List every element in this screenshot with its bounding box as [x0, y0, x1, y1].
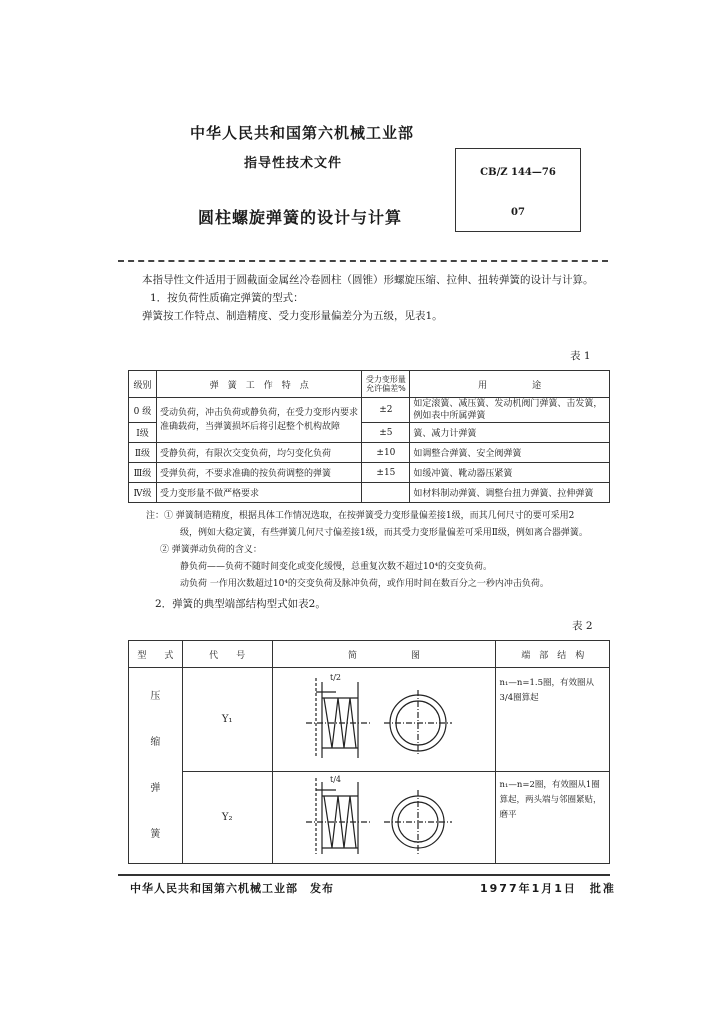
note-1b: 级，例如大稳定簧，有些弹簧几何尺寸偏差接1级，而其受力变形量偏差可采用Ⅱ级，例如离合器弹簧。 [180, 528, 588, 538]
feature-cell: 受动负荷，冲击负荷或静负荷，在受力变形内要求准确载荷，当弹簧损坏后将引起整个机构故障 [156, 398, 361, 443]
standard-code-box [455, 148, 581, 232]
type-cell [129, 668, 183, 864]
end-structure-cell: n₁—n=1.5圈，有效圈从3/4圈算起 [496, 668, 610, 772]
deviation-cell: ±15 [362, 463, 410, 483]
spring-diagram-y1 [276, 668, 492, 768]
col-header: 端 部 结 构 [496, 641, 610, 668]
footer-rule [118, 874, 610, 876]
type-char: 弹 [150, 782, 161, 794]
col-header: 弹 簧 工 作 特 点 [156, 371, 361, 398]
table-row [129, 772, 610, 864]
type-char: 簧 [150, 828, 161, 840]
note-4: 动负荷 一作用次数超过10⁴的交变负荷及脉冲负荷，或作用时间在数百分之一秒内冲击负荷。 [180, 579, 549, 589]
use-cell: 如材料制动弹簧、调整台扭力弹簧、拉伸弹簧 [410, 483, 610, 503]
deviation-cell: ±5 [362, 423, 410, 443]
table-row [129, 463, 610, 483]
end-structure-table [128, 640, 610, 864]
deviation-cell [362, 483, 410, 503]
use-cell: 如调整合弹簧、安全阀弹簧 [410, 443, 610, 463]
feature-cell: 受弹负荷，不要求准确的按负荷调整的弹簧 [156, 463, 361, 483]
document-type: 指导性技术文件 [244, 156, 343, 171]
col-header: 简 图 [272, 641, 496, 668]
note-2: ② 弹簧弹动负荷的含义： [160, 545, 262, 555]
grade-cell: Ⅲ级 [129, 463, 157, 483]
type-char: 缩 [150, 736, 161, 748]
diagram-cell [272, 772, 496, 864]
grade-cell: 0 级 [129, 398, 157, 423]
document-title: 圆柱螺旋弹簧的设计与计算 [198, 208, 403, 227]
grade-cell: Ⅰ级 [129, 423, 157, 443]
code-cell: Y₁ [182, 668, 272, 772]
table-row [129, 668, 610, 772]
note-3: 静负荷——负荷不随时间变化或变化缓慢，总重复次数不超过10⁴的交变负荷。 [180, 562, 493, 572]
type-char: 压 [150, 690, 161, 702]
use-cell: 如定滚簧、减压簧、发动机阀门弹簧、击发簧，例如表中所属弹簧 [410, 398, 610, 423]
grade-cell: Ⅱ级 [129, 443, 157, 463]
header-separator [118, 260, 608, 262]
footer-approval-date: 1977年1月1日 批准 [480, 882, 616, 895]
table-header-row [129, 641, 610, 668]
use-cell: 如缓冲簧、靴动器压紧簧 [410, 463, 610, 483]
standard-code-sub: 07 [511, 207, 525, 218]
table-header-row [129, 371, 610, 398]
note-1a: 注：① 弹簧制造精度，根据具体工作情况选取，在按弹簧受力变形量偏差接1级，而其几何尺寸的要可采用2 [146, 511, 575, 521]
table-row [129, 483, 610, 503]
code-cell: Y₂ [182, 772, 272, 864]
end-structure-cell: n₁—n=2圈，有效圈从1圈算起，两头端与邻圈紧贴，磨平 [496, 772, 610, 864]
deviation-cell: ±2 [362, 398, 410, 423]
col-header: 型 式 [129, 641, 183, 668]
col-header: 代 号 [182, 641, 272, 668]
issuing-organization: 中华人民共和国第六机械工业部 [190, 124, 415, 142]
use-cell: 簧、减力计弹簧 [410, 423, 610, 443]
intro-line-2: 1．按负荷性质确定弹簧的型式： [150, 292, 304, 304]
diagram-cell [272, 668, 496, 772]
col-header: 级别 [129, 371, 157, 398]
table-row [129, 443, 610, 463]
intro-line-3: 弹簧按工作特点、制造精度、受力变形量偏差分为五级，见表1。 [142, 310, 443, 322]
table2-label: 表 2 [572, 620, 593, 632]
standard-code: CB/Z 144—76 [480, 167, 556, 178]
deviation-cell: ±10 [362, 443, 410, 463]
col-header: 受力变形量允许偏差% [362, 371, 410, 398]
dimension-label: t/2 [329, 673, 341, 682]
table1-label: 表 1 [570, 350, 591, 362]
dimension-label: t/4 [329, 775, 341, 784]
feature-cell: 受力变形量不做严格要求 [156, 483, 361, 503]
grade-table [128, 370, 610, 503]
feature-cell: 受静负荷，有限次交变负荷，均匀变化负荷 [156, 443, 361, 463]
col-header: 用 途 [410, 371, 610, 398]
intro-line-1: 本指导性文件适用于圆截面金属丝冷卷圆柱（圆锥）形螺旋压缩、拉伸、扭转弹簧的设计与计算。 [142, 274, 594, 286]
section-2-heading: 2．弹簧的典型端部结构型式如表2。 [155, 598, 326, 610]
footer-publisher: 中华人民共和国第六机械工业部 发布 [130, 882, 334, 895]
spring-diagram-y2 [276, 772, 492, 860]
grade-cell: Ⅳ级 [129, 483, 157, 503]
table-row [129, 398, 610, 423]
